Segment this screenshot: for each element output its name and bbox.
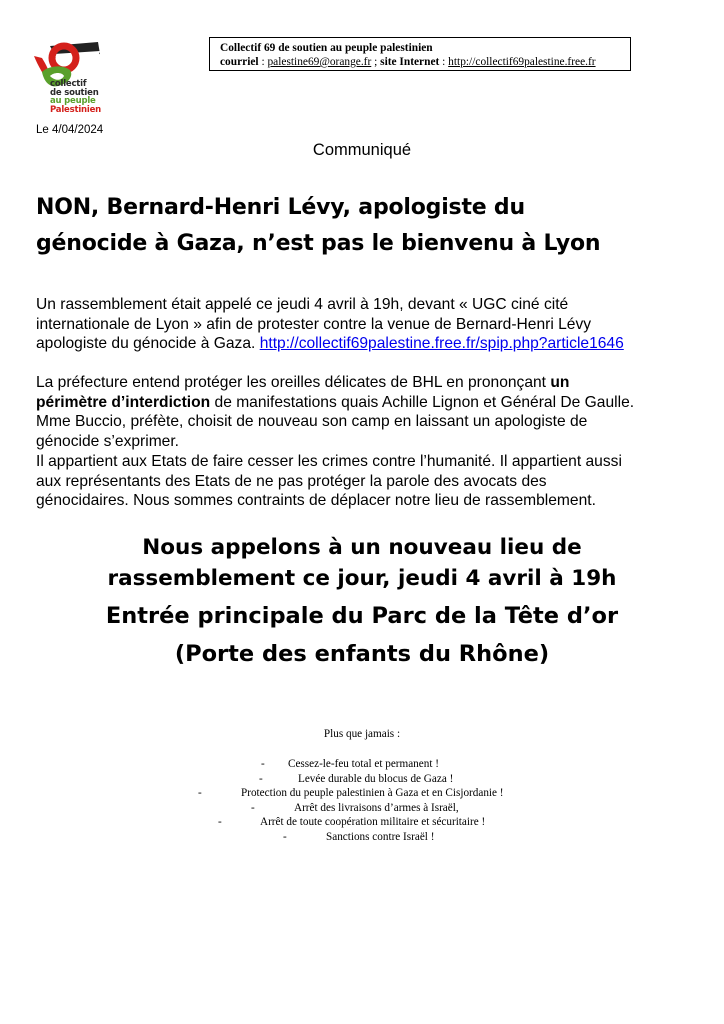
paragraph2-line-4: génocide s’exprimer. (36, 433, 180, 451)
paragraph2-line-3: Mme Buccio, préfète, choisit de nouveau son camp en laissant un apologiste de (36, 413, 588, 431)
demand-item (0, 830, 724, 845)
demand-bullet: - (259, 772, 263, 785)
paragraph2-line-7: génocidaires. Nous sommes contraints de déplacer notre lieu de rassemblement. (36, 492, 596, 510)
demand-bullet: - (251, 801, 255, 814)
demand-text: Levée durable du blocus de Gaza ! (298, 772, 454, 785)
document-date: Le 4/04/2024 (36, 124, 104, 136)
demand-item (0, 772, 724, 787)
demand-item (0, 801, 724, 816)
logo-text-palestinien: Palestinien (50, 104, 102, 115)
site-label: site Internet (380, 56, 440, 68)
header-org-name: Collectif 69 de soutien au peuple palestinien (220, 42, 433, 54)
call-line-1: Nous appelons à un nouveau lieu de (142, 535, 582, 560)
title-line-1: NON, Bernard-Henri Lévy, apologiste du (36, 195, 525, 220)
document-type: Communiqué (312, 141, 412, 159)
email-label: courriel (220, 56, 259, 68)
place-line-2: (Porte des enfants du Rhône) (174, 641, 550, 667)
paragraph1-line-3-text: apologiste du génocide à Gaza. (36, 335, 256, 353)
paragraph-prefecture (36, 373, 696, 511)
call-to-action (0, 532, 724, 594)
demands-list (0, 757, 724, 845)
paragraph-rassemblement (36, 295, 696, 354)
demand-item (0, 815, 724, 830)
demand-text: Protection du peuple palestinien à Gaza et en Cisjordanie ! (241, 787, 504, 800)
logo-text-au-peuple: au peuple (50, 96, 96, 107)
paragraph2-line-2 (36, 393, 696, 413)
logo-text-collectif: collectif (50, 79, 87, 89)
demand-bullet: - (218, 816, 222, 829)
meeting-place (0, 597, 724, 673)
demand-item (0, 757, 724, 772)
demand-text: Arrêt de toute coopération militaire et sécuritaire ! (260, 816, 486, 829)
logo-text-de-soutien: de soutien (50, 87, 99, 98)
paragraph2-line-6: aux représentants des Etats de ne pas protéger la parole des avocats des (36, 472, 547, 490)
title-line-2: génocide à Gaza, n’est pas le bienvenu à Lyon (36, 231, 601, 256)
header-contact-line: courriel : palestine69@orange.fr ; site Internet : http://collectif69palestine.free.fr (220, 56, 596, 68)
paragraph2-line-1 (36, 373, 696, 393)
paragraph2-line-2-text: de manifestations quais Achille Lignon et Général De Gaulle. (214, 393, 635, 411)
site-link[interactable]: http://collectif69palestine.free.fr (448, 56, 596, 68)
demand-bullet: - (198, 787, 202, 800)
demand-text: Arrêt des livraisons d’armes à Israël, (294, 801, 459, 814)
paragraph2-line-2-bold: périmètre d’interdiction (36, 393, 211, 411)
paragraph2-line-1-bold: un (550, 374, 570, 391)
header-contact-box (209, 37, 631, 71)
paragraph2-line-1-text: La préfecture entend protéger les oreilles délicates de BHL en prononçant (36, 374, 547, 391)
article-link[interactable]: http://collectif69palestine.free.fr/spip.php?article1646 (259, 335, 624, 353)
demand-item (0, 786, 724, 801)
document-title (36, 190, 696, 262)
demand-text: Sanctions contre Israël ! (326, 830, 435, 843)
plus-que-jamais-label: Plus que jamais : (323, 728, 401, 740)
paragraph2-line-5: Il appartient aux Etats de faire cesser les crimes contre l’humanité. Il appartient aussi (36, 452, 622, 470)
call-line-2: rassemblement ce jour, jeudi 4 avril à 19h (107, 566, 617, 591)
demand-bullet: - (261, 758, 265, 770)
demand-bullet: - (283, 830, 287, 843)
demand-text: Cessez-le-feu total et permanent ! (288, 758, 439, 770)
paragraph1-line-3 (36, 334, 696, 354)
paragraph1-line-1: Un rassemblement était appelé ce jeudi 4 avril à 19h, devant « UGC ciné cité (36, 296, 569, 313)
paragraph1-line-2: internationale de Lyon » afin de protester contre la venue de Bernard-Henri Lévy (36, 315, 592, 333)
email-link[interactable]: palestine69@orange.fr (267, 56, 372, 68)
place-line-1: Entrée principale du Parc de la Tête d’or (105, 603, 619, 629)
